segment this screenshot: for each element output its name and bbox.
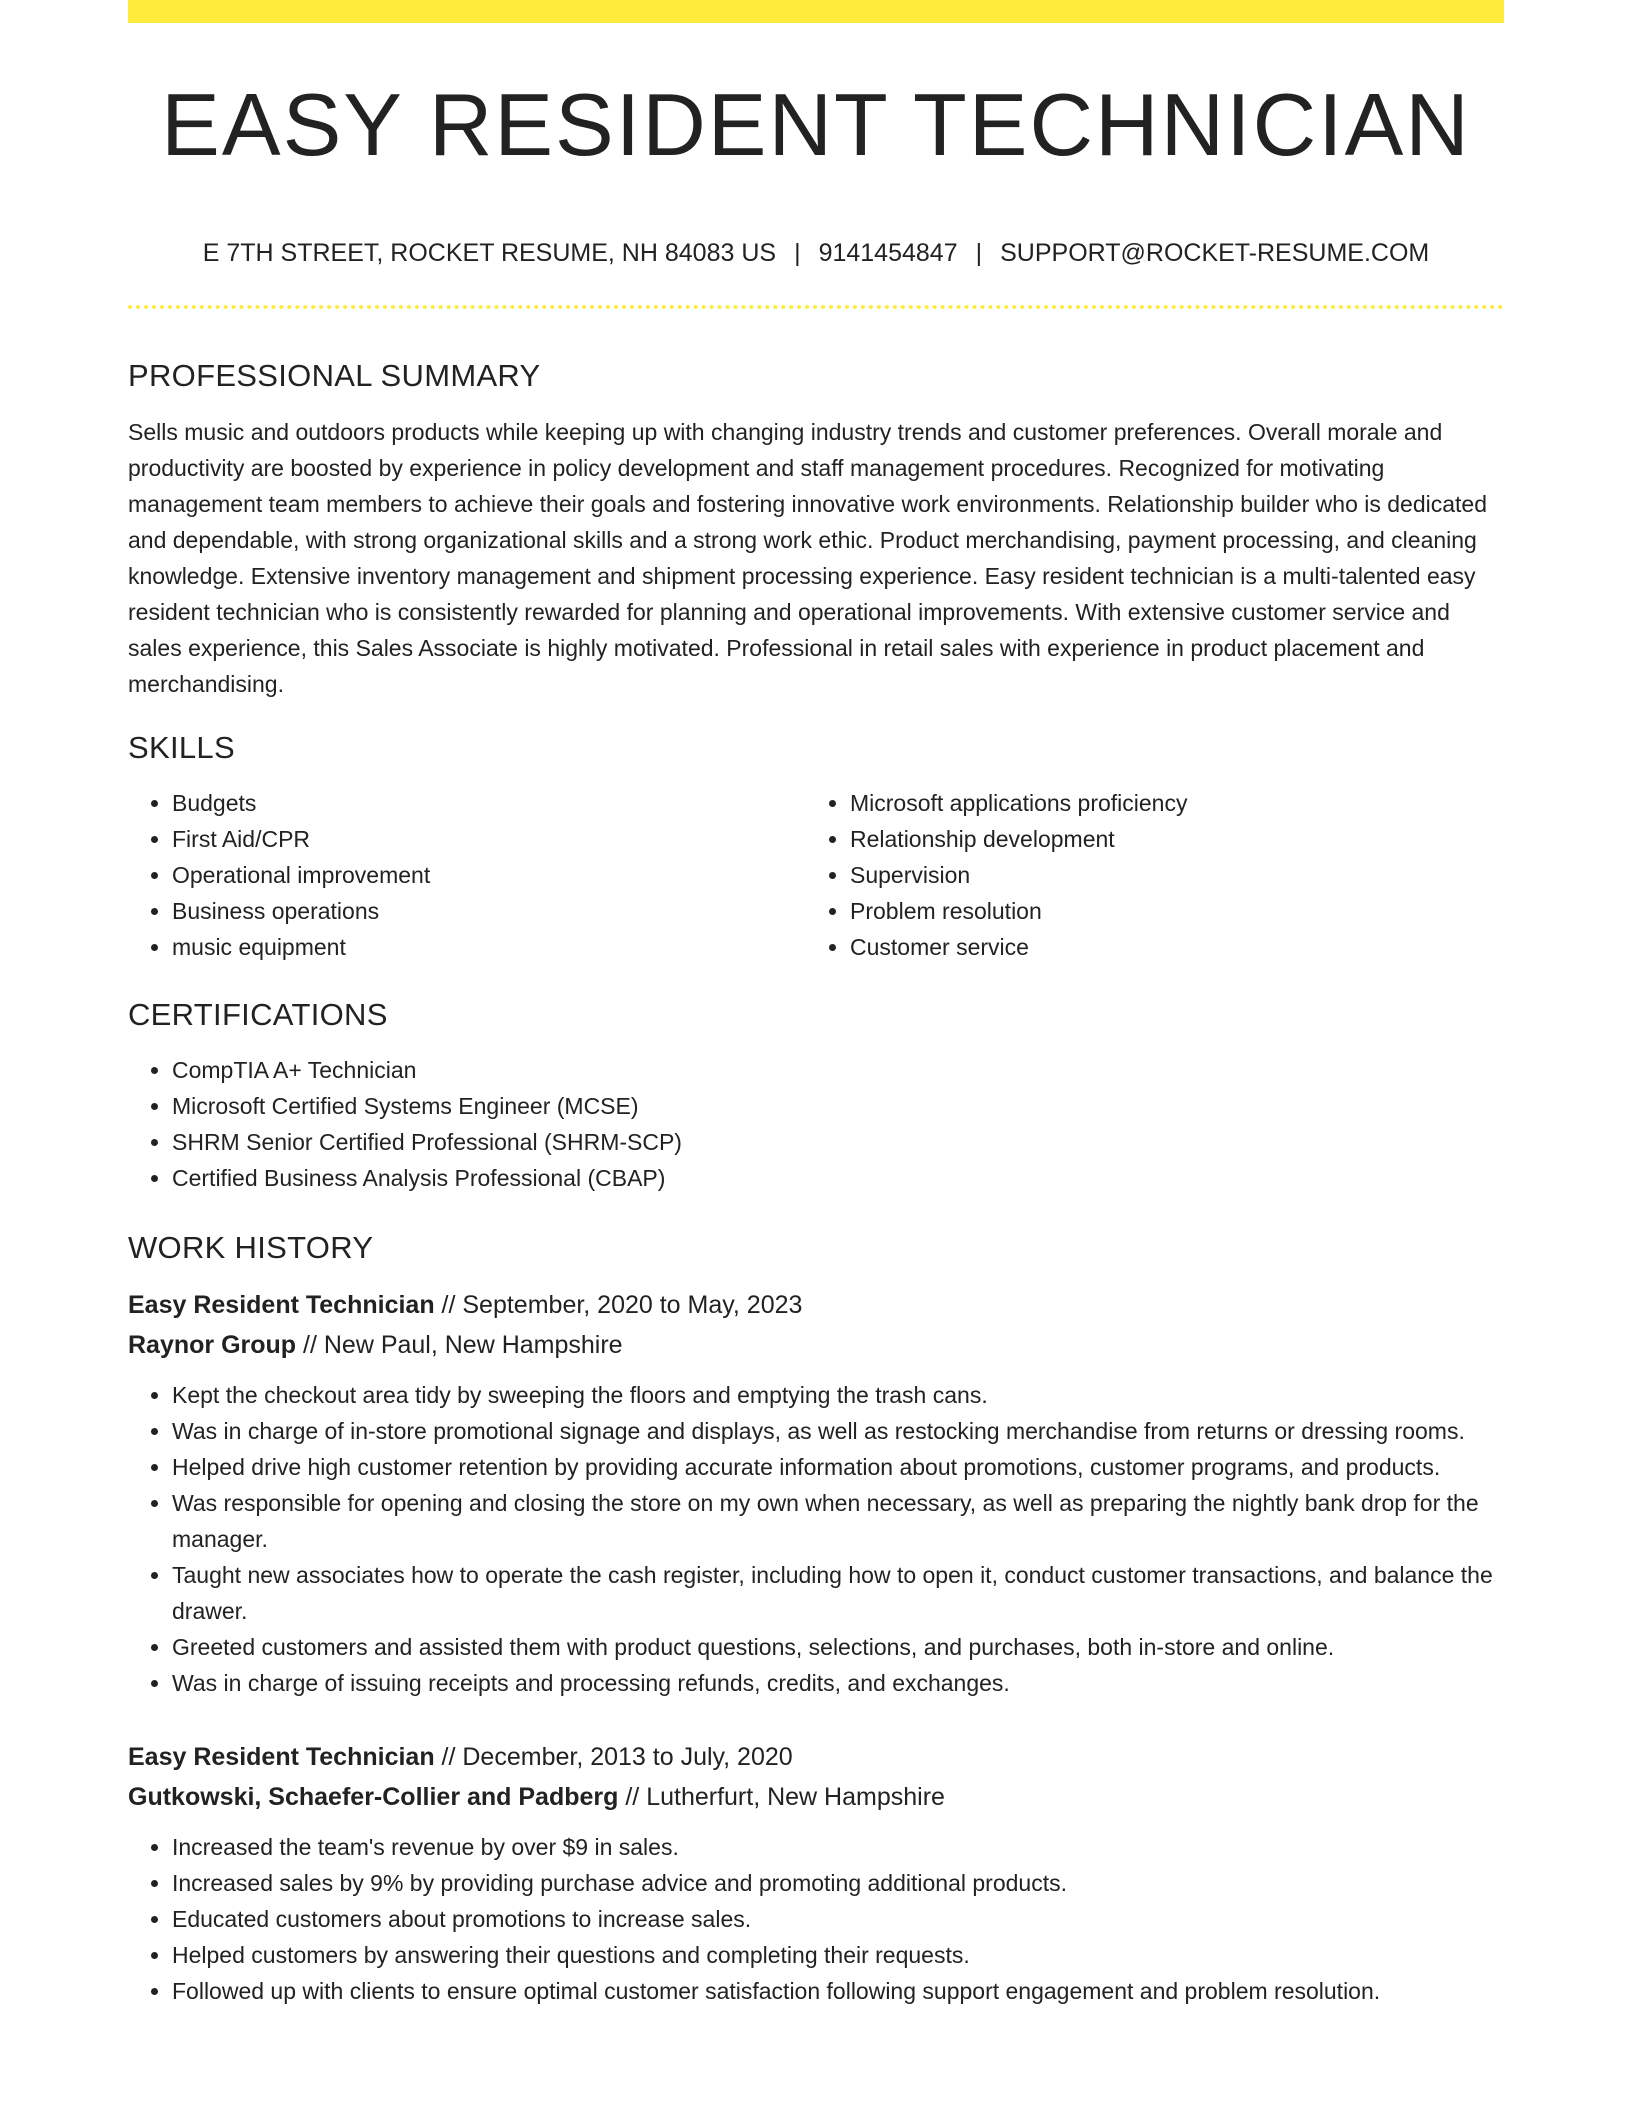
candidate-name: EASY RESIDENT TECHNICIAN [161,75,1471,174]
job-company-line [128,1777,1504,1817]
job-bullet: • Increased the team's revenue by over $9 in sales. [172,1829,1504,1865]
separator: | [975,239,983,267]
company-name: Raynor Group [128,1331,297,1359]
skills-section [128,732,1504,965]
skill-item: • Problem resolution [850,893,1484,929]
section-heading: CERTIFICATIONS [128,997,388,1032]
job-bullets [128,1377,1504,1701]
skill-item: • Microsoft applications proficiency [850,785,1484,821]
job-location: // New Paul, New Hampshire [296,1331,623,1359]
skill-item: • Relationship development [850,821,1484,857]
section-heading: WORK HISTORY [128,1230,374,1265]
section-heading: PROFESSIONAL SUMMARY [128,358,541,393]
skill-item: • Business operations [172,893,806,929]
accent-bar [128,0,1504,23]
company-name: Gutkowski, Schaefer-Collier and Padberg [128,1783,619,1811]
divider [128,305,1504,309]
skill-item: • Customer service [850,929,1484,965]
job-entry [128,1737,1504,2009]
job-bullet: • Followed up with clients to ensure optimal customer satisfaction following support engagement and problem resolution. [172,1973,1504,2009]
job-bullet: • Educated customers about promotions to increase sales. [172,1901,1504,1937]
certification-item: • CompTIA A+ Technician [172,1052,1504,1088]
summary-section [128,360,1504,702]
certifications-list [128,1052,1504,1196]
contact-line [128,241,1504,266]
job-dates: // September, 2020 to May, 2023 [434,1291,803,1319]
job-bullet: • Increased sales by 9% by providing purchase advice and promoting additional products. [172,1865,1504,1901]
job-bullets [128,1829,1504,2009]
summary-text: Sells music and outdoors products while keeping up with changing industry trends and customer preferences. Overall morale and productivity are boosted by experience in policy development and staff management procedures. Recognized for motivating management team members to achieve their goals and fostering innovative work environments. Relationship builder who is dedicated and dependable, with strong organizational skills and a strong work ethic. Product merchandising, payment processing, and cleaning knowledge. Extensive inventory management and shipment processing experience. Easy resident technician is a multi-talented easy resident technician who is consistently rewarded for planning and operational improvements. With extensive customer service and sales experience, this Sales Associate is highly motivated. Professional in retail sales with experience in product placement and merchandising. [128,419,1488,697]
email: SUPPORT@ROCKET-RESUME.COM [1000,239,1430,267]
certification-item: • Microsoft Certified Systems Engineer (MCSE) [172,1088,1504,1124]
job-entry [128,1285,1504,1701]
job-bullet: • Taught new associates how to operate the cash register, including how to open it, conduct customer transactions, and balance the drawer. [172,1557,1504,1629]
phone: 9141454847 [818,239,958,267]
job-bullet: • Was in charge of issuing receipts and processing refunds, credits, and exchanges. [172,1665,1504,1701]
skill-item: • music equipment [172,929,806,965]
skill-item: • Budgets [172,785,806,821]
skill-item: • Operational improvement [172,857,806,893]
certification-item: • SHRM Senior Certified Professional (SHRM-SCP) [172,1124,1504,1160]
job-company-line [128,1325,1504,1365]
job-bullet: • Greeted customers and assisted them with product questions, selections, and purchases, both in-store and online. [172,1629,1504,1665]
job-title: Easy Resident Technician [128,1291,435,1319]
skills-column-right [806,785,1484,965]
certifications-section [128,999,1504,1196]
address: E 7TH STREET, ROCKET RESUME, NH 84083 US [202,239,777,267]
job-location: // Lutherfurt, New Hampshire [618,1783,945,1811]
job-title-line [128,1737,1504,1777]
job-title-line [128,1285,1504,1325]
skills-column-left [128,785,806,965]
job-bullet: • Kept the checkout area tidy by sweeping the floors and emptying the trash cans. [172,1377,1504,1413]
skill-item: • First Aid/CPR [172,821,806,857]
job-dates: // December, 2013 to July, 2020 [434,1743,793,1771]
section-heading: SKILLS [128,730,235,765]
resume-page [128,0,1504,2009]
work-history-section [128,1232,1504,2009]
skill-item: • Supervision [850,857,1484,893]
skills-grid [128,785,1504,965]
job-title: Easy Resident Technician [128,1743,435,1771]
certification-item: • Certified Business Analysis Professional (CBAP) [172,1160,1504,1196]
job-bullet: • Was in charge of in-store promotional signage and displays, as well as restocking merchandise from returns or dressing rooms. [172,1413,1504,1449]
separator: | [794,239,801,267]
job-bullet: • Helped customers by answering their questions and completing their requests. [172,1937,1504,1973]
job-bullet: • Was responsible for opening and closing the store on my own when necessary, as well as preparing the nightly bank drop for the manager. [172,1485,1504,1557]
job-bullet: • Helped drive high customer retention by providing accurate information about promotions, customer programs, and products. [172,1449,1504,1485]
